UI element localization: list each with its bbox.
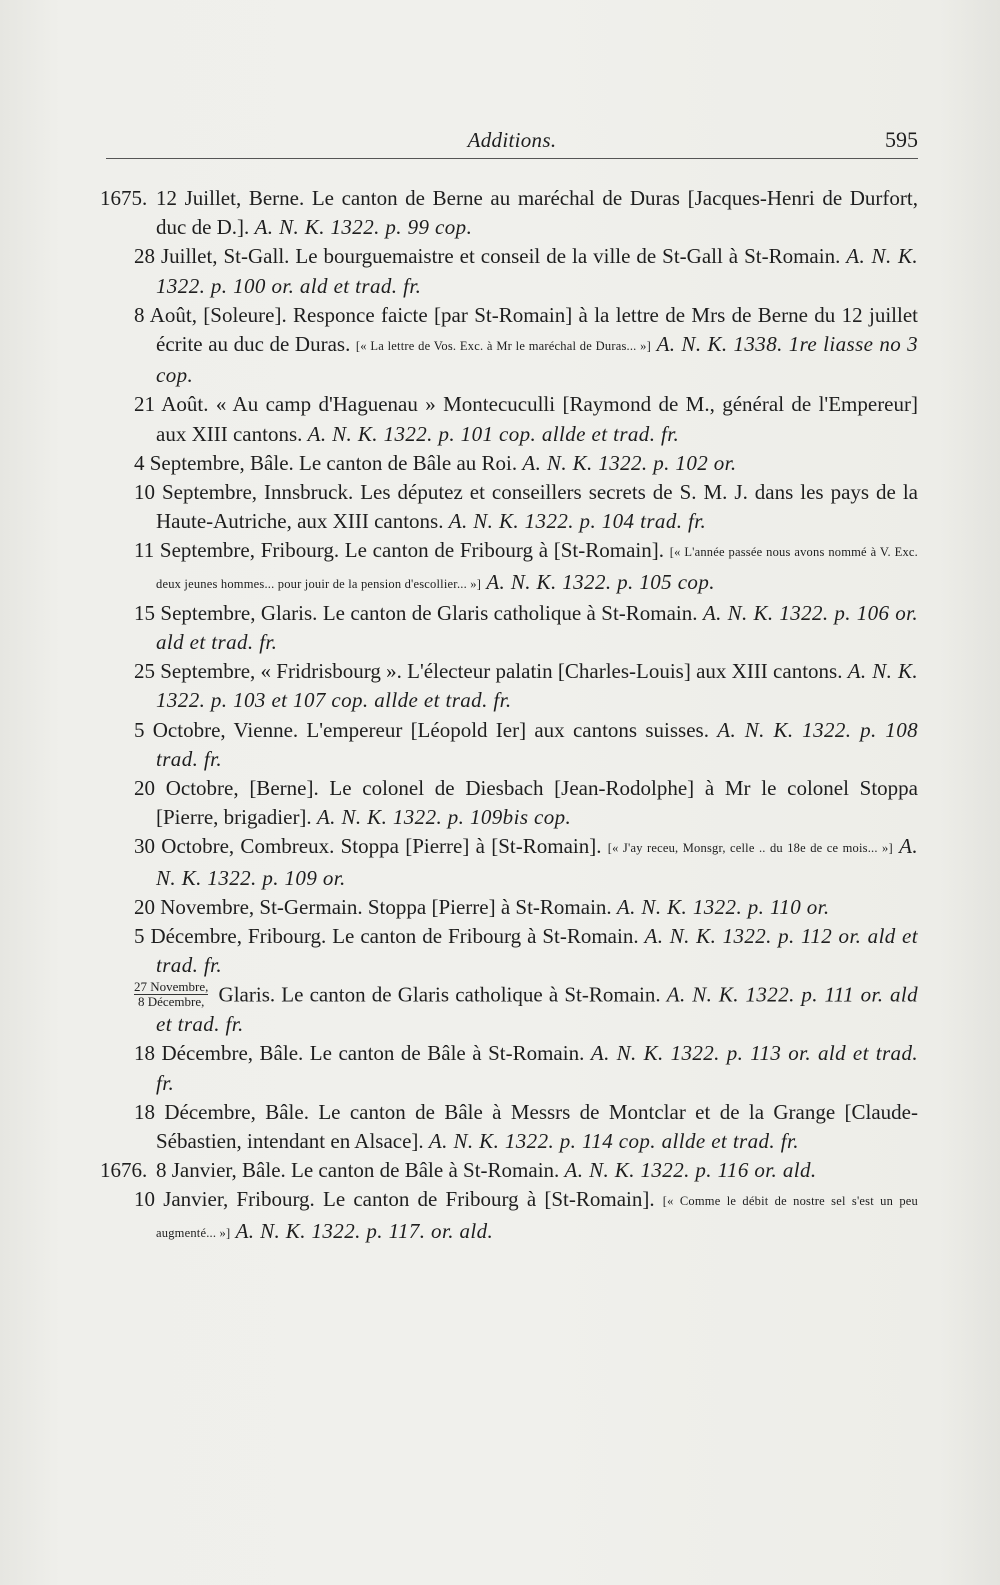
- entry-text: 20 Octobre, [Berne]. Le colonel de Diesbach [Jean-Rodolphe] à Mr le colonel Stoppa [Pierre, brigadier].: [134, 776, 918, 830]
- list-item: [100, 980, 918, 1039]
- list-item: [100, 242, 918, 300]
- entry-reference: A. N. K. 1322. p. 117. or. ald.: [235, 1218, 494, 1243]
- entry-reference: A. N. K. 1322. p. 106 or. ald et trad. fr.: [156, 600, 919, 655]
- page-header: [106, 122, 918, 158]
- list-item: [100, 657, 918, 715]
- entry-text: 21 Août. « Au camp d'Haguenau » Montecuculli [Raymond de M., général de l'Empereur] aux XIII cantons.: [134, 392, 918, 446]
- entry-reference: A. N. K. 1338. 1re liasse no 3 cop.: [156, 332, 919, 388]
- list-item: [100, 922, 918, 980]
- list-item: [100, 390, 918, 448]
- running-title: Additions.: [467, 128, 557, 152]
- entry-text: 15 Septembre, Glaris. Le canton de Glaris catholique à St-Romain.: [134, 600, 698, 625]
- entry-reference: A. N. K. 1322. p. 102 or.: [522, 450, 737, 475]
- list-item: [100, 893, 918, 922]
- entry-reference: A. N. K. 1322. p. 113 or. ald et trad. fr.: [156, 1041, 919, 1095]
- list-item: [100, 1185, 918, 1247]
- list-item: [100, 774, 918, 832]
- entry-reference: A. N. K. 1322. p. 105 cop.: [486, 569, 715, 594]
- entry-reference: A. N. K. 1322. p. 109 or.: [156, 834, 919, 890]
- list-item: [100, 1039, 918, 1097]
- date-range: [134, 980, 208, 1009]
- entry-reference: A. N. K. 1322. p. 99 cop.: [254, 215, 473, 240]
- entry-text: 28 Juillet, St-Gall. Le bourguemaistre et conseil de la ville de St-Gall à St-Romain.: [134, 244, 841, 269]
- entry-text: 4 Septembre, Bâle. Le canton de Bâle au Roi.: [134, 450, 518, 475]
- entry-reference: A. N. K. 1322. p. 108 trad. fr.: [156, 717, 919, 771]
- page-number: 595: [885, 127, 918, 152]
- entry-year: 1676.: [100, 1158, 148, 1183]
- entry-quote: [« La lettre de Vos. Exc. à Mr le maréchal de Duras... »]: [355, 339, 651, 354]
- entry-text: 30 Octobre, Combreux. Stoppa [Pierre] à [St-Romain].: [134, 834, 602, 859]
- list-item: [100, 599, 918, 657]
- entry-text: Glaris. Le canton de Glaris catholique à St-Romain.: [218, 982, 661, 1007]
- entry-text: 20 Novembre, St-Germain. Stoppa [Pierre] à St-Romain.: [134, 894, 612, 919]
- list-item: [100, 1098, 918, 1156]
- entry-text: 11 Septembre, Fribourg. Le canton de Fribourg à [St-Romain].: [134, 538, 664, 563]
- list-item: [100, 449, 918, 478]
- entry-reference: A. N. K. 1322. p. 104 trad. fr.: [448, 509, 707, 534]
- entry-quote: [« Comme le débit de nostre sel s'est un peu augmenté... »]: [156, 1194, 918, 1240]
- list-item: [100, 184, 918, 242]
- entry-text: 10 Septembre, Innsbruck. Les députez et conseillers secrets de S. M. J. dans les pays de la Haute-Autriche, aux XIII cantons.: [134, 480, 918, 534]
- list-item: [100, 536, 918, 598]
- entry-reference: A. N. K. 1322. p. 101 cop. allde et trad. fr.: [307, 421, 680, 446]
- entry-text: 8 Janvier, Bâle. Le canton de Bâle à St-Romain.: [156, 1158, 560, 1183]
- entry-reference: A. N. K. 1322. p. 100 or. ald et trad. fr.: [156, 244, 919, 298]
- entry-quote: [« J'ay receu, Monsgr, celle .. du 18e de ce mois... »]: [607, 841, 893, 856]
- entry-text: 18 Décembre, Bâle. Le canton de Bâle à St-Romain.: [134, 1041, 585, 1066]
- list-item: [100, 301, 918, 391]
- list-item: [100, 832, 918, 892]
- list-item: [100, 478, 918, 536]
- entry-year: 1675.: [100, 186, 148, 210]
- entry-reference: A. N. K. 1322. p. 114 cop. allde et trad. fr.: [428, 1128, 799, 1153]
- entry-reference: A. N. K. 1322. p. 111 or. ald et trad. fr.: [156, 982, 918, 1037]
- entry-text: 8 Août, [Soleure]. Responce faicte [par St-Romain] à la lettre de Mrs de Berne du 12 juillet écrite au duc de Duras.: [134, 302, 918, 357]
- entry-text: 18 Décembre, Bâle. Le canton de Bâle à Messrs de Montclar et de la Grange [Claude-Sébastien, intendant en Alsace].: [134, 1099, 918, 1153]
- header-rule: [106, 158, 918, 159]
- entry-reference: A. N. K. 1322. p. 103 et 107 cop. allde et trad. fr.: [156, 659, 918, 713]
- date-range-start: 27 Novembre,: [134, 979, 209, 995]
- entry-reference: A. N. K. 1322. p. 109bis cop.: [316, 805, 572, 830]
- date-range-end: 8 Décembre,: [137, 994, 205, 1010]
- entry-text: 5 Décembre, Fribourg. Le canton de Fribourg à St-Romain.: [134, 924, 639, 949]
- entry-reference: A. N. K. 1322. p. 110 or.: [616, 894, 830, 919]
- entry-text: 12 Juillet, Berne. Le canton de Berne au maréchal de Duras [Jacques-Henri de Durfort, duc de D.].: [156, 186, 918, 240]
- entry-reference: A. N. K. 1322. p. 112 or. ald et trad. fr.: [156, 924, 919, 978]
- entry-text: 10 Janvier, Fribourg. Le canton de Fribourg à [St-Romain].: [134, 1187, 655, 1212]
- entry-reference: A. N. K. 1322. p. 116 or. ald.: [564, 1158, 817, 1183]
- entry-quote: [« L'année passée nous avons nommé à V. Exc. deux jeunes hommes... pour jouir de la pension d'escollier... »]: [156, 545, 918, 591]
- list-item: [100, 716, 918, 774]
- list-item: [100, 1156, 918, 1185]
- entries-list: [100, 184, 918, 1248]
- entry-text: 5 Octobre, Vienne. L'empereur [Léopold Ier] aux cantons suisses.: [134, 717, 709, 742]
- entry-text: 25 Septembre, « Fridrisbourg ». L'électeur palatin [Charles-Louis] aux XIII cantons.: [134, 659, 843, 684]
